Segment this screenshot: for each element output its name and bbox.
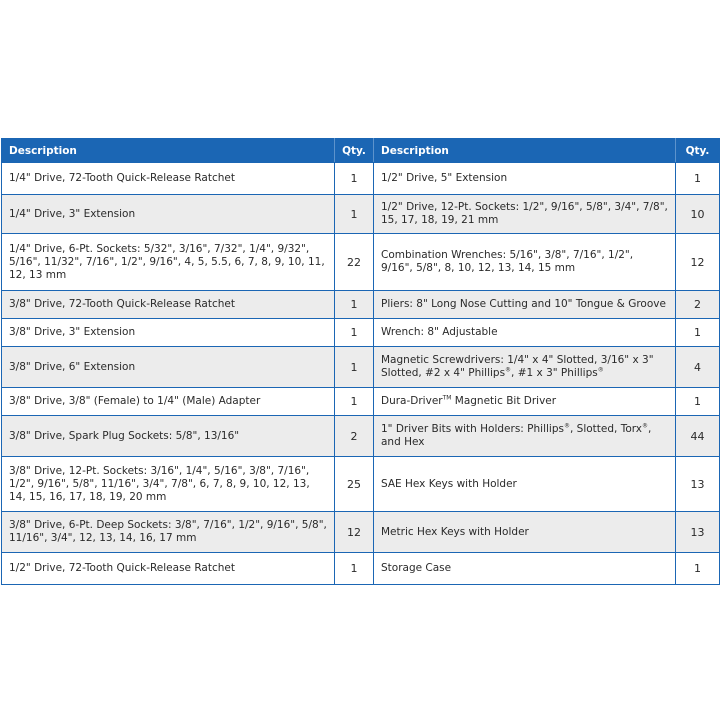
right-description: SAE Hex Keys with Holder	[374, 457, 676, 512]
right-qty: 13	[676, 457, 720, 512]
registered-mark: ®	[563, 422, 570, 430]
left-description: 3/8" Drive, 12-Pt. Sockets: 3/16", 1/4", 5/16", 3/8", 7/16", 1/2", 9/16", 5/8", 11/16", 3/4", 7/8", 6, 7, 8, 9, 10, 12, 13, 14, 15, 16, 17, 18, 19, 20 mm	[2, 457, 335, 512]
left-qty: 1	[335, 195, 374, 234]
table-row	[2, 163, 720, 195]
trademark-mark: TM	[442, 394, 452, 402]
table-row	[2, 553, 720, 585]
left-qty: 2	[335, 416, 374, 457]
right-description	[374, 388, 676, 416]
left-qty: 1	[335, 553, 374, 585]
right-description-text: , Slotted, Torx	[569, 423, 643, 435]
right-qty: 44	[676, 416, 720, 457]
right-qty: 1	[676, 163, 720, 195]
header-qty-left: Qty.	[335, 139, 374, 163]
right-description-text: 1" Driver Bits with Holders: Phillips	[381, 423, 564, 435]
right-qty: 2	[676, 291, 720, 319]
table-header-row	[2, 139, 720, 163]
left-qty: 22	[335, 234, 374, 291]
table-row	[2, 234, 720, 291]
table-row	[2, 388, 720, 416]
left-description: 1/4" Drive, 6-Pt. Sockets: 5/32", 3/16", 7/32", 1/4", 9/32", 5/16", 11/32", 7/16", 1/2", 9/16", 4, 5, 5.5, 6, 7, 8, 9, 10, 11, 12, 13 mm	[2, 234, 335, 291]
left-qty: 1	[335, 319, 374, 347]
left-description: 1/2" Drive, 72-Tooth Quick-Release Ratchet	[2, 553, 335, 585]
right-description	[374, 416, 676, 457]
table-row	[2, 347, 720, 388]
right-description-text: Dura-Driver	[381, 395, 443, 407]
right-qty: 1	[676, 319, 720, 347]
left-description: 3/8" Drive, 3" Extension	[2, 319, 335, 347]
left-description: 3/8" Drive, 6" Extension	[2, 347, 335, 388]
left-qty: 25	[335, 457, 374, 512]
right-qty: 12	[676, 234, 720, 291]
right-description	[374, 347, 676, 388]
left-description: 1/4" Drive, 72-Tooth Quick-Release Ratchet	[2, 163, 335, 195]
registered-mark: ®	[642, 422, 649, 430]
right-description: Combination Wrenches: 5/16", 3/8", 7/16", 1/2", 9/16", 5/8", 8, 10, 12, 13, 14, 15 mm	[374, 234, 676, 291]
right-description: Wrench: 8" Adjustable	[374, 319, 676, 347]
right-description: Storage Case	[374, 553, 676, 585]
right-qty: 13	[676, 512, 720, 553]
header-description-left: Description	[2, 139, 335, 163]
table-row	[2, 457, 720, 512]
left-description: 3/8" Drive, Spark Plug Sockets: 5/8", 13/16"	[2, 416, 335, 457]
right-description: 1/2" Drive, 5" Extension	[374, 163, 676, 195]
right-description: 1/2" Drive, 12-Pt. Sockets: 1/2", 9/16", 5/8", 3/4", 7/8", 15, 17, 18, 19, 21 mm	[374, 195, 676, 234]
table-row	[2, 416, 720, 457]
left-description: 3/8" Drive, 72-Tooth Quick-Release Ratchet	[2, 291, 335, 319]
tool-set-contents-table	[1, 138, 720, 585]
right-qty: 1	[676, 553, 720, 585]
left-qty: 1	[335, 347, 374, 388]
left-qty: 1	[335, 291, 374, 319]
table-row	[2, 512, 720, 553]
tool-set-contents-table-wrapper	[1, 138, 719, 585]
left-description: 3/8" Drive, 6-Pt. Deep Sockets: 3/8", 7/16", 1/2", 9/16", 5/8", 11/16", 3/4", 12, 13, 14, 16, 17 mm	[2, 512, 335, 553]
table-row	[2, 291, 720, 319]
right-description: Metric Hex Keys with Holder	[374, 512, 676, 553]
right-description-text: Magnetic Screwdrivers: 1/4" x 4" Slotted, 3/16" x 3" Slotted, #2 x 4" Phillips	[381, 354, 654, 379]
left-description: 1/4" Drive, 3" Extension	[2, 195, 335, 234]
registered-mark: ®	[597, 366, 604, 374]
right-qty: 1	[676, 388, 720, 416]
right-description-text: , #1 x 3" Phillips	[511, 367, 598, 379]
right-description: Pliers: 8" Long Nose Cutting and 10" Tongue & Groove	[374, 291, 676, 319]
header-qty-right: Qty.	[676, 139, 720, 163]
right-qty: 4	[676, 347, 720, 388]
right-qty: 10	[676, 195, 720, 234]
right-description-text: , and Hex	[381, 423, 652, 448]
table-row	[2, 319, 720, 347]
left-qty: 1	[335, 163, 374, 195]
left-description: 3/8" Drive, 3/8" (Female) to 1/4" (Male) Adapter	[2, 388, 335, 416]
registered-mark: ®	[505, 366, 512, 374]
table-row	[2, 195, 720, 234]
left-qty: 12	[335, 512, 374, 553]
left-qty: 1	[335, 388, 374, 416]
header-description-right: Description	[374, 139, 676, 163]
right-description-text: Magnetic Bit Driver	[451, 395, 557, 407]
